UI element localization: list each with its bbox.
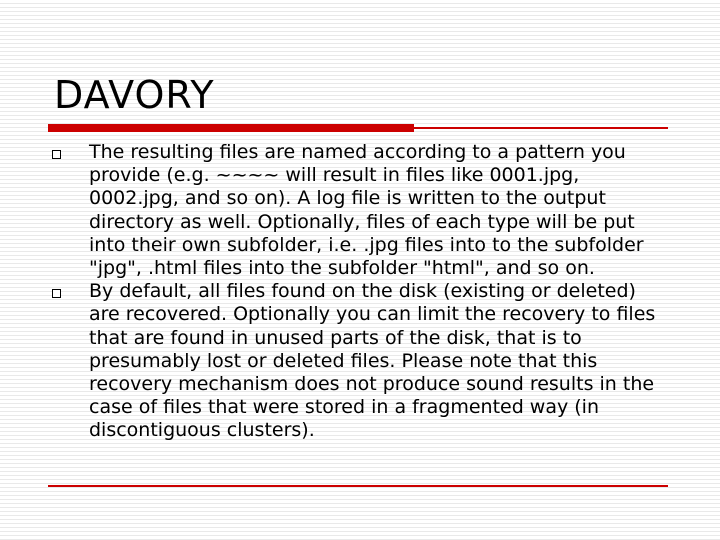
bullet-text: By default, all files found on the disk (existing or deleted) are recovered. Optionally you can limit the recovery to files that are found in unused parts of the disk, that is to presumably lost or deleted files. Please note that this recovery mechanism does not produce sound results in the case of files that were stored in a fragmented way (in discontiguous clusters). [89,280,656,442]
bullet-item [52,141,668,280]
bullet-text: The resulting files are named according to a pattern you provide (e.g. ~~~~ will result in files like 0001.jpg, 0002.jpg, and so on). A log file is written to the output directory as well. Optionally, files of each type will be put into their own subfolder, i.e. .jpg files into to the subfolder "jpg", .html files into the subfolder "html", and so on. [89,141,644,280]
slide-title: DAVORY [54,73,215,117]
title-underline-line [414,127,668,129]
square-bullet-icon [52,289,61,298]
bullet-list [52,141,668,443]
bullet-item [52,280,668,442]
footer-divider-line [48,485,668,487]
square-bullet-icon [52,150,61,159]
title-underline-bar [48,124,414,132]
